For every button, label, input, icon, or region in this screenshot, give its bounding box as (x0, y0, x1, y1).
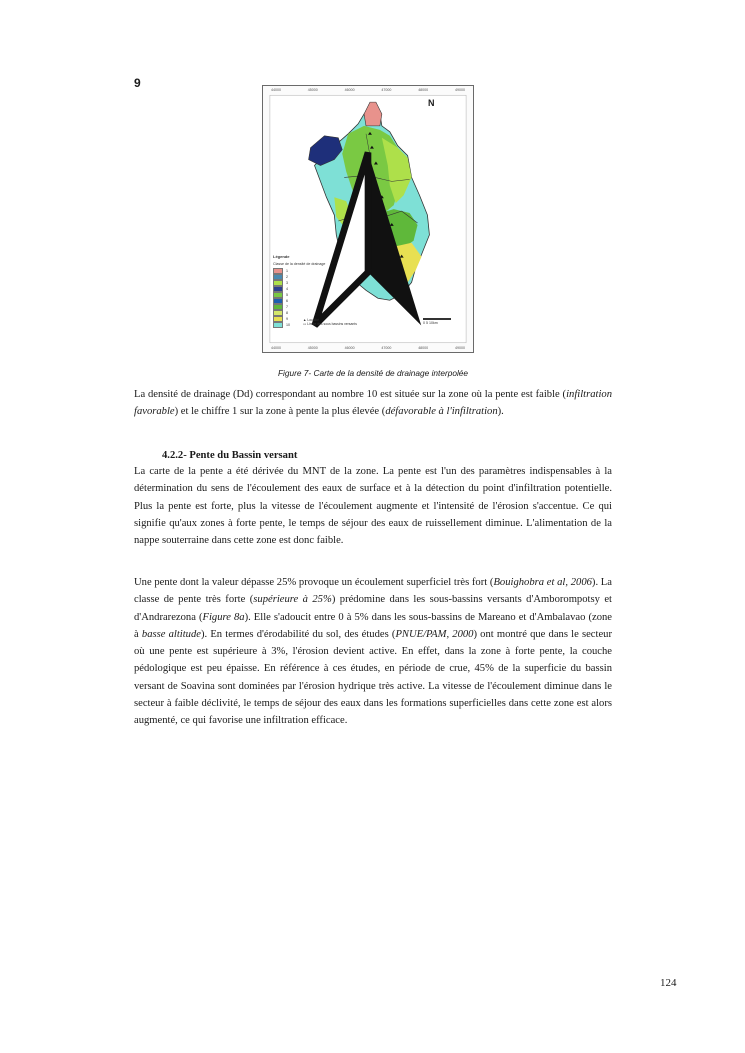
tick-label: 44000 (271, 346, 281, 350)
legend-label: 8 (286, 311, 288, 315)
legend-boundary-label: Limite des sous bassins versants (307, 322, 357, 326)
legend-locality: ▲ Localité (303, 318, 319, 322)
section-heading: 4.2.2- Pente du Bassin versant (162, 450, 298, 461)
text-span: ). (497, 406, 504, 418)
paragraph-slope-details (134, 574, 612, 730)
paragraph-slope-intro: La carte de la pente a été dérivée du MNT de la zone. La pente est l'un des paramètres indispensables à la détermination du sens de l'écoulement des eaux de surface et à la détection du point d'infiltration potentielle. Plus la pente est forte, plus la vitesse de l'écoulement augmente et l'intensité de l'érosion s'accentue. Ce qui signifie qu'aux zones à forte pente, le temps de séjour des eaux de ruissellement diminue. L'alimentation de la nappe souterraine dans cette zone est donc faible. (134, 466, 612, 547)
tick-label: 48000 (418, 346, 429, 350)
legend-extra (303, 318, 357, 326)
tick-label: 46000 (344, 346, 355, 350)
text-span: ). La classe de pente très forte ( (134, 577, 612, 606)
tick-label: 44000 (271, 88, 281, 92)
scale-label: 0 5 10km (423, 321, 438, 325)
italic-span: Figure 8a (202, 611, 245, 623)
top-number: 9 (134, 76, 141, 90)
text-span: ) et le chiffre 1 sur la zone à pente la plus élevée ( (174, 406, 386, 418)
text-span: ) prédomine dans les sous-bassins versants d'Amborompotsy et d'Andrarezona ( (134, 594, 612, 623)
text-span: Une pente dont la valeur dépasse 25% provoque un écoulement superficiel très fort ( (134, 577, 494, 588)
figure-caption: Figure 7- Carte de la densité de drainage interpolée (277, 368, 469, 378)
legend-locality-label: Localité (307, 318, 319, 322)
legend-label: 2 (286, 275, 288, 279)
legend-subtitle: Classe de la densité de drainage (273, 262, 326, 266)
legend-label: 9 (286, 317, 288, 321)
tick-label: 49000 (454, 88, 465, 92)
drainage-density-map (262, 85, 474, 353)
text-span: ) ont montré que dans le secteur où une pente est supérieure à 3%, l'érosion devient active. En effet, dans la zone à forte pente, la couche pédologique est peu épaisse. En référence à ces études, en période de crue, 45% de la superficie du bassin versant de Soavina sont dominées par l'érosion hydrique très active. La vitesse de l'écoulement diminue dans le secteur à faible déclivité, le temps de séjour des eaux dans les formations superficielles dans cette zone est alors augmenté, ce qui favorise une infiltration efficace. (134, 628, 612, 727)
tick-label: 45000 (307, 346, 318, 350)
tick-label: 49000 (454, 346, 465, 350)
legend-label: 4 (286, 287, 288, 291)
tick-label: 47000 (381, 88, 392, 92)
text-span: ). Elle s'adoucit entre 0 à 5% dans les sous-bassins de Mareano et d'Ambalavao (zone à (134, 611, 612, 640)
italic-span: PNUE/PAM, 2000 (395, 628, 474, 640)
legend-label: 6 (286, 299, 288, 303)
north-label: N (428, 98, 435, 108)
text-span: La densité de drainage (Dd) correspondant au nombre 10 est située sur la zone où la pente est faible ( (134, 389, 567, 400)
legend-label: 5 (286, 293, 288, 297)
legend-label: 7 (286, 305, 288, 309)
legend-label: 3 (286, 281, 288, 285)
scale-line (423, 318, 451, 320)
italic-span: Bouighobra et al, 2006 (493, 577, 592, 588)
legend-label: 1 (286, 269, 288, 273)
map-legend (273, 254, 353, 328)
legend-label: 10 (286, 323, 290, 327)
paragraph-drainage (134, 386, 612, 421)
legend-boundary: ▭ Limite des sous bassins versants (303, 322, 357, 326)
legend-swatch (273, 322, 283, 328)
text-span: ). En termes d'érodabilité du sol, des études ( (200, 628, 396, 640)
tick-label: 46000 (344, 88, 355, 92)
tick-label: 48000 (418, 88, 429, 92)
italic-span: infiltration favorable (134, 389, 612, 418)
tick-label: 45000 (307, 88, 318, 92)
tick-label: 47000 (381, 346, 392, 350)
page-number: 124 (660, 977, 677, 989)
map-ticks-bottom (271, 346, 465, 350)
scale-bar (423, 318, 451, 325)
italic-span: défavorable à l'infiltration (385, 406, 498, 418)
italic-span: supérieure à 25% (253, 594, 332, 606)
italic-span: basse altitude (141, 628, 201, 640)
legend-title: Légende (273, 254, 290, 259)
